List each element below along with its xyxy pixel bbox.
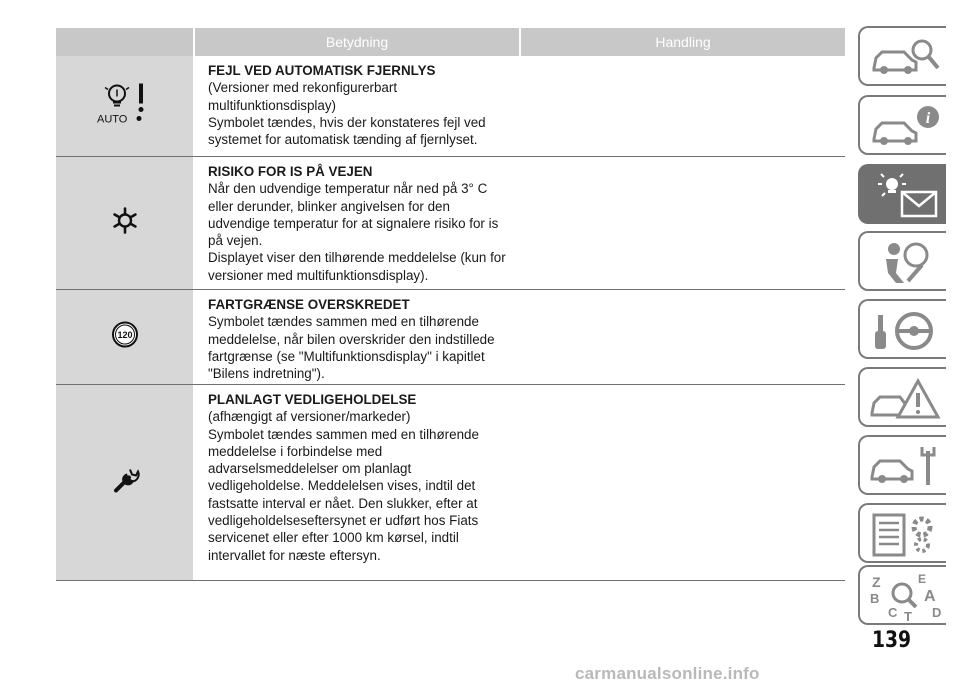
- header-icon-column: [56, 28, 193, 56]
- row-body: Når den udvendige temperatur når ned på 3° C eller derunder, blinker angivelsen for den udvendige temperatur for at signalere risiko for is på vejen. Displayet viser den tilhørende meddelelse (kun for versioner med multifunktionsdisplay).: [208, 181, 506, 283]
- tab-technical-data[interactable]: [858, 503, 946, 563]
- wrench-icon: [110, 465, 140, 500]
- index-letter: B: [870, 591, 880, 606]
- tab-warning-lights[interactable]: [858, 164, 946, 224]
- alphabetical-index-icon: [866, 571, 946, 623]
- index-letter: A: [924, 588, 936, 605]
- car-wrench-icon: [866, 441, 946, 493]
- tab-index[interactable]: [858, 565, 946, 625]
- airbag-seat-icon: [866, 237, 946, 289]
- tab-safety[interactable]: [858, 231, 946, 291]
- tab-car-search[interactable]: [858, 26, 946, 86]
- table-row: [56, 157, 845, 290]
- index-letter: D: [932, 605, 942, 620]
- speed-limit-value: 120: [116, 330, 133, 340]
- tab-emergency[interactable]: [858, 367, 946, 427]
- tab-car-info[interactable]: [858, 95, 946, 155]
- car-search-icon: [866, 32, 946, 84]
- header-meaning: Betydning: [195, 28, 519, 56]
- warning-light-message-icon: [866, 170, 946, 222]
- table-row: [56, 385, 845, 581]
- steering-wheel-key-icon: [866, 305, 946, 357]
- tab-maintenance[interactable]: [858, 435, 946, 495]
- row-title: RISIKO FOR IS PÅ VEJEN: [208, 164, 373, 179]
- table-row: [56, 290, 845, 385]
- snowflake-icon: [110, 206, 140, 241]
- auto-label: AUTO: [96, 113, 127, 126]
- specifications-gear-icon: [866, 509, 946, 561]
- icon-cell: [56, 385, 193, 580]
- row-body: Symbolet tændes sammen med en tilhørende meddelelse, når bilen overskrider den indstillede fartgrænse (se "Multifunktionsdisplay" i kapitlet "Bilens indretning").: [208, 314, 495, 382]
- car-warning-triangle-icon: [866, 373, 946, 425]
- icon-cell: [56, 290, 193, 384]
- table-row: [56, 56, 845, 157]
- index-letter: Z: [872, 574, 881, 590]
- row-title: FARTGRÆNSE OVERSKREDET: [208, 297, 410, 312]
- icon-cell: [56, 157, 193, 289]
- page-number: 139: [872, 628, 912, 653]
- row-title: PLANLAGT VEDLIGEHOLDELSE: [208, 392, 417, 407]
- watermark: carmanualsonline.info: [575, 664, 760, 683]
- tab-starting-driving[interactable]: [858, 299, 946, 359]
- index-letter: E: [918, 572, 927, 586]
- index-letter: T: [904, 609, 912, 623]
- auto-light-warning-icon: [95, 81, 155, 132]
- icon-cell: [56, 56, 193, 156]
- svg-text:i: i: [925, 110, 931, 127]
- row-body: (Versioner med rekonfigurerbart multifunktionsdisplay) Symbolet tændes, hvis der konstateres fejl ved systemet for automatisk tænding af fjernlyset.: [208, 80, 486, 148]
- car-info-icon: [866, 101, 946, 153]
- header-action: Handling: [521, 28, 845, 56]
- row-body: (afhængigt af versioner/markeder) Symbolet tændes sammen med en tilhørende meddelelse i forbindelse med advarselsmeddelelser om planlagt vedligeholdelse. Meddelelsen vises, indtil det fastsatte interval er nået. Den slukker, efter at vedligeholdelseseftersynet er udført hos Fiats servicenet eller efter 1000 km kørsel, indtil intervallet for næste eftersyn.: [208, 409, 479, 563]
- speed-limit-icon: [110, 320, 140, 355]
- row-title: FEJL VED AUTOMATISK FJERNLYS: [208, 63, 436, 78]
- index-letter: C: [888, 605, 898, 620]
